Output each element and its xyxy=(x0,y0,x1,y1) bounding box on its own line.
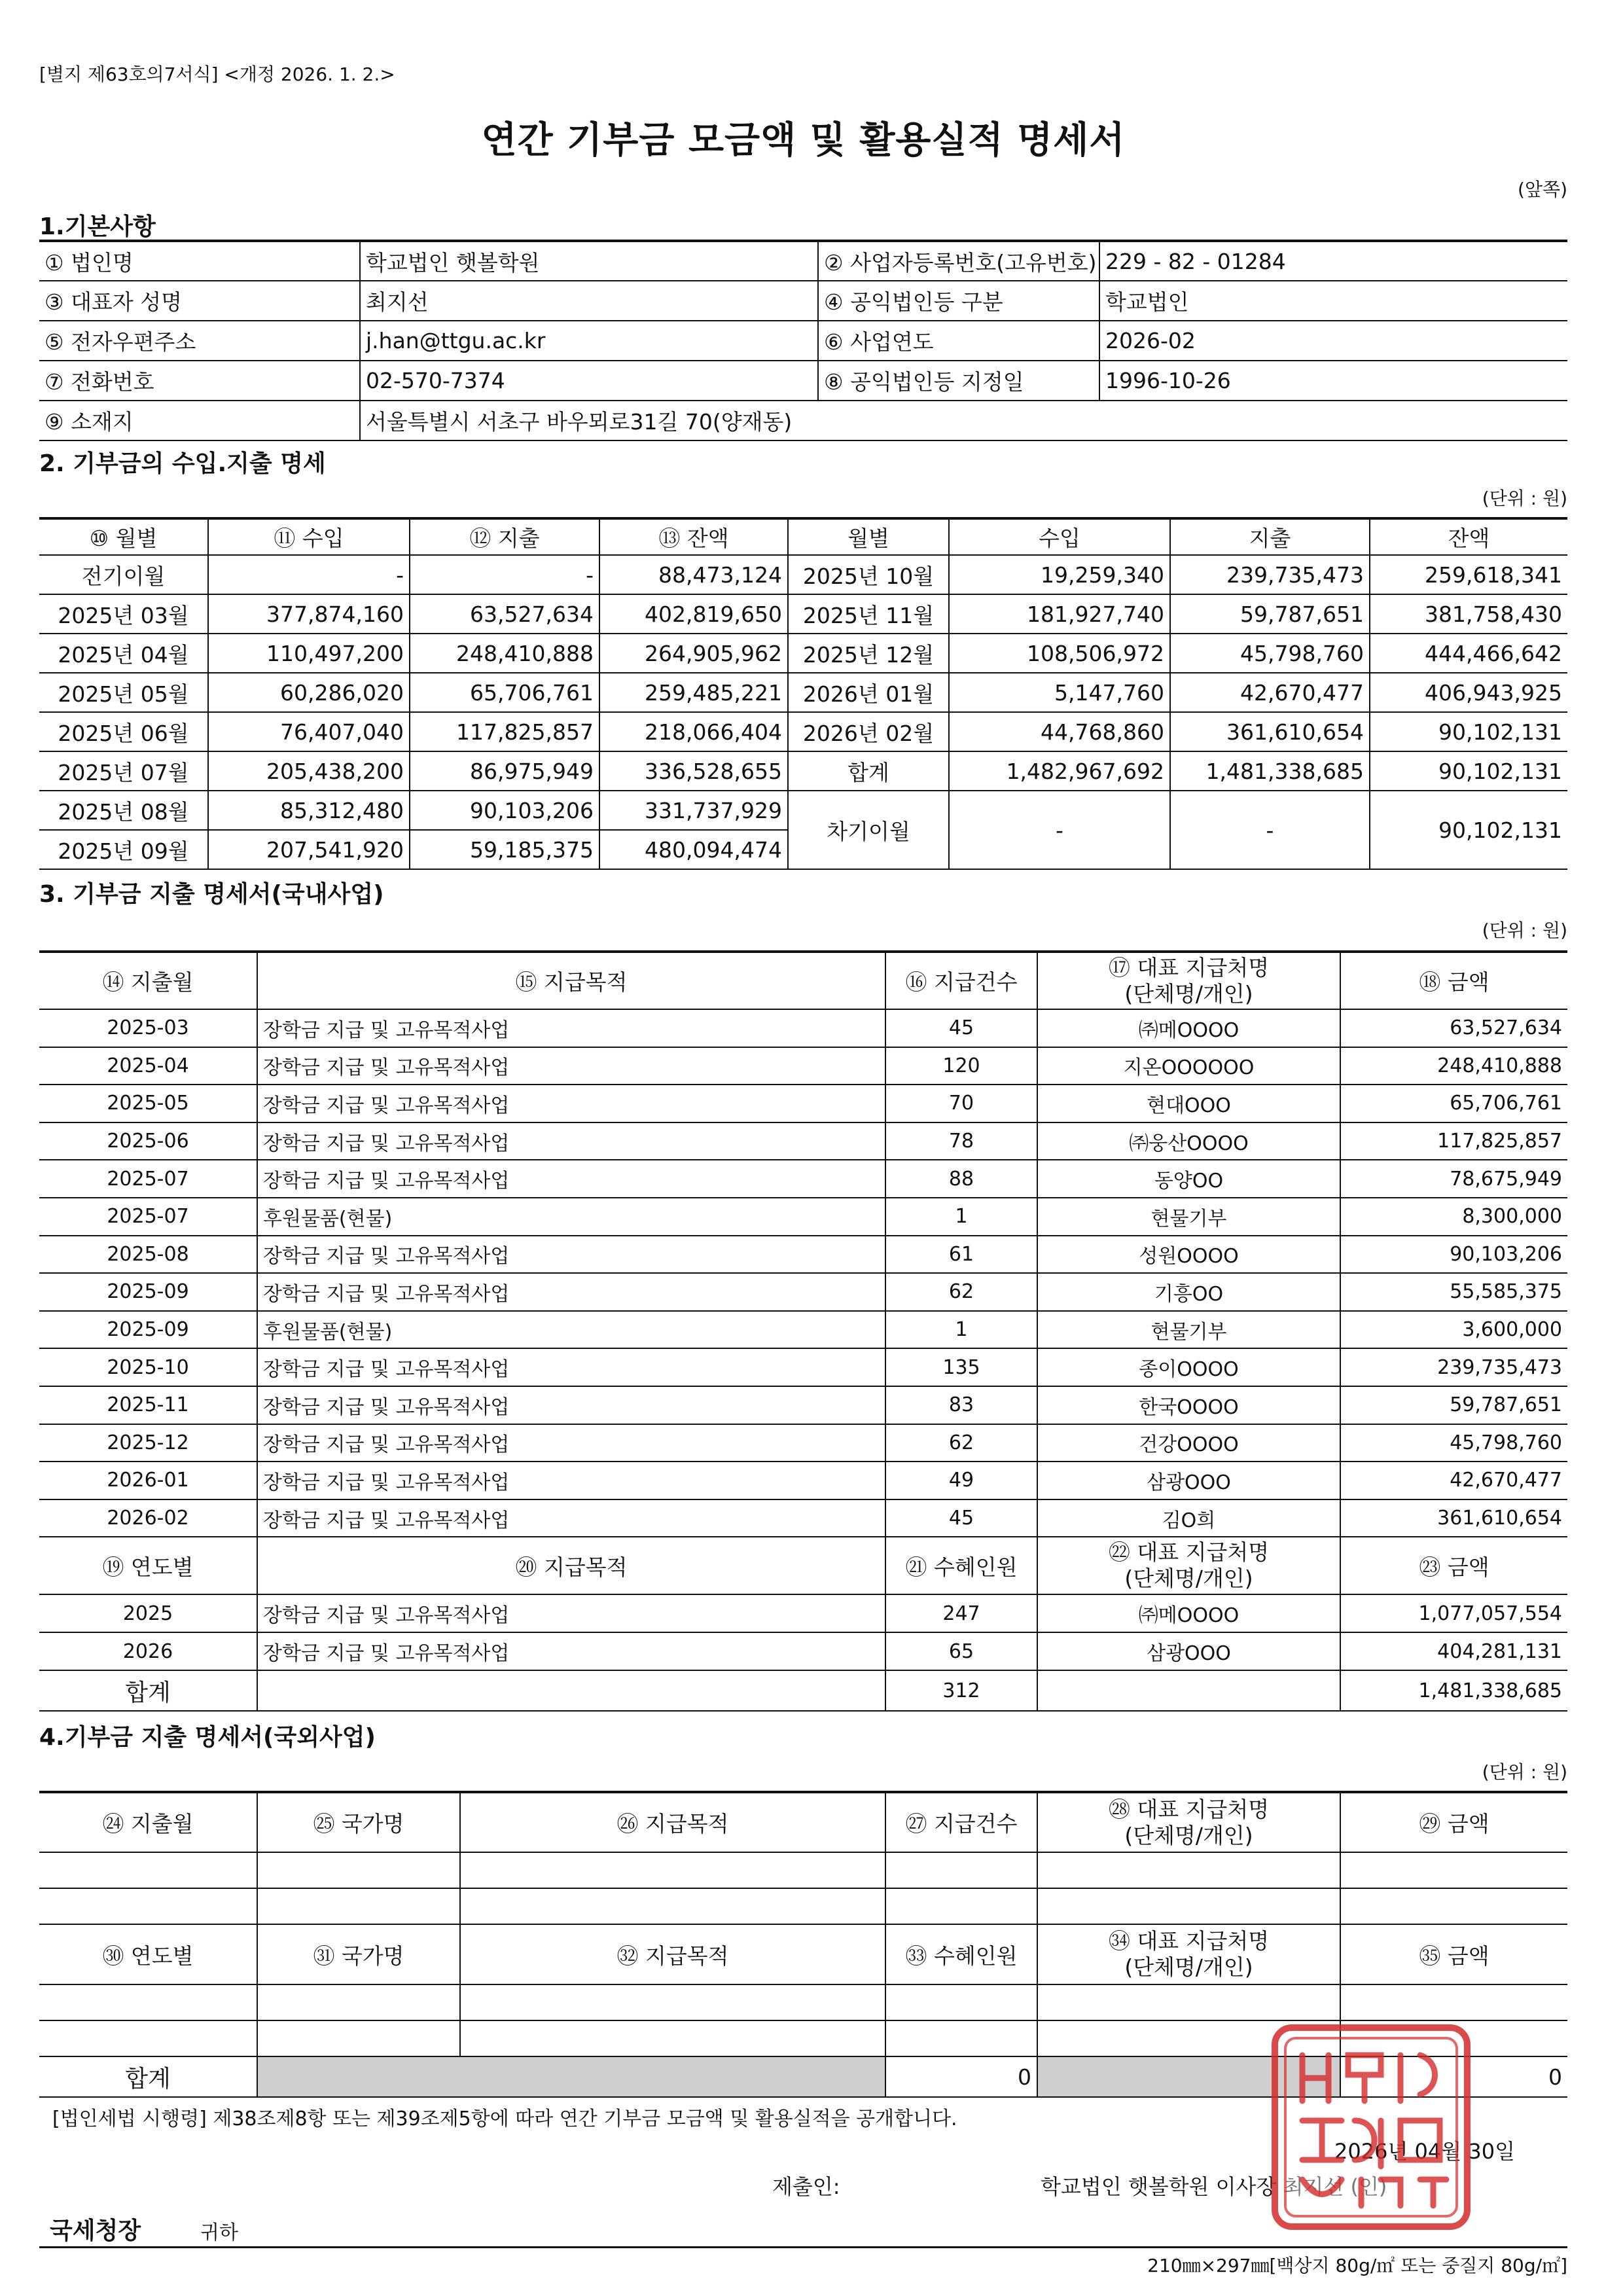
recipient-cell: ㈜웅산OOOO xyxy=(1037,1122,1340,1160)
recipient-cell: 건강OOOO xyxy=(1037,1424,1340,1462)
income-cell: 205,438,200 xyxy=(208,751,410,791)
recipient-cell: 현대OOO xyxy=(1037,1085,1340,1122)
year-row xyxy=(39,1632,1567,1670)
label-designation-date: ⑧ 공익법인등 지정일 xyxy=(818,361,1099,401)
section3-heading: 3. 기부금 지출 명세서(국내사업) xyxy=(39,881,384,908)
income-cell: 44,768,860 xyxy=(949,712,1170,751)
label-corp-name: ① 법인명 xyxy=(39,241,360,281)
month-cell: 2025년 10월 xyxy=(788,555,949,594)
header-beneficiaries: ㉑ 수혜인원 xyxy=(885,1537,1037,1594)
amount-cell: 117,825,857 xyxy=(1340,1122,1567,1160)
section2-unit: (단위 : 원) xyxy=(1482,488,1567,509)
header-expense-2: 지출 xyxy=(1170,518,1370,555)
table-row xyxy=(39,1160,1567,1198)
overseas-header xyxy=(39,1792,1567,1852)
count-cell: 45 xyxy=(885,1499,1037,1537)
month-cell: 2025-11 xyxy=(39,1386,257,1424)
header-balance-2: 잔액 xyxy=(1370,518,1567,555)
basic-info-row xyxy=(39,361,1567,401)
total-amount: 0 xyxy=(1340,2056,1567,2097)
expense-cell: 65,706,761 xyxy=(410,673,599,712)
month-cell: 2026-01 xyxy=(39,1462,257,1499)
income-cell: 5,147,760 xyxy=(949,673,1170,712)
section4-heading: 4.기부금 지출 명세서(국외사업) xyxy=(39,1724,376,1751)
basic-info-table xyxy=(39,240,1567,441)
expense-cell: 90,103,206 xyxy=(410,791,599,830)
purpose-cell: 장학금 지급 및 고유목적사업 xyxy=(257,1386,885,1424)
recipient-cell: 한국OOOO xyxy=(1037,1386,1340,1424)
recipient-cell: ㈜메OOOO xyxy=(1037,1009,1340,1047)
value-rep-name: 최지선 xyxy=(360,281,818,321)
empty-row xyxy=(39,1888,1567,1924)
amount-cell: 1,077,057,554 xyxy=(1340,1594,1567,1632)
header-balance: ⑬ 잔액 xyxy=(599,518,788,555)
count-cell: 45 xyxy=(885,1009,1037,1047)
year-cell: 2025 xyxy=(39,1594,257,1632)
submitter-label: 제출인: xyxy=(772,2174,840,2199)
header-income-2: 수입 xyxy=(949,518,1170,555)
table-row xyxy=(39,634,1567,673)
carry-forward-income: - xyxy=(949,791,1170,869)
count-cell: 70 xyxy=(885,1085,1037,1122)
balance-cell: 402,819,650 xyxy=(599,594,788,634)
value-address: 서울특별시 서초구 바우뫼로31길 70(양재동) xyxy=(360,401,1567,440)
table-row xyxy=(39,1386,1567,1424)
expense-cell: 45,798,760 xyxy=(1170,634,1370,673)
header-recipient-2-line2: (단체명/개인) xyxy=(1124,1566,1253,1592)
table-row xyxy=(39,751,1567,791)
total-beneficiaries: 312 xyxy=(885,1670,1037,1711)
count-cell: 62 xyxy=(885,1273,1037,1311)
domestic-year-header xyxy=(39,1537,1567,1594)
amount-cell: 42,670,477 xyxy=(1340,1462,1567,1499)
count-cell: 135 xyxy=(885,1348,1037,1386)
form-reference: [별지 제63호의7서식] <개정 2026. 1. 2.> xyxy=(39,63,395,85)
month-cell: 2026-02 xyxy=(39,1499,257,1537)
count-cell: 78 xyxy=(885,1122,1037,1160)
balance-cell: 88,473,124 xyxy=(599,555,788,594)
total-label: 합계 xyxy=(39,2056,257,2097)
month-cell: 2025-12 xyxy=(39,1424,257,1462)
table-row xyxy=(39,1311,1567,1349)
month-cell: 2025-10 xyxy=(39,1348,257,1386)
amount-cell: 59,787,651 xyxy=(1340,1386,1567,1424)
total-label: 합계 xyxy=(788,751,949,791)
month-cell: 2025-06 xyxy=(39,1122,257,1160)
amount-cell: 8,300,000 xyxy=(1340,1198,1567,1236)
value-email: j.han@ttgu.ac.kr xyxy=(360,321,818,361)
purpose-cell: 장학금 지급 및 고유목적사업 xyxy=(257,1424,885,1462)
count-cell: 120 xyxy=(885,1047,1037,1085)
header-expense-month: ⑭ 지출월 xyxy=(39,952,257,1009)
balance-cell: 381,758,430 xyxy=(1370,594,1567,634)
total-count: 0 xyxy=(885,2056,1037,2097)
label-corp-type: ④ 공익법인등 구분 xyxy=(818,281,1099,321)
header-purpose: ⑮ 지급목적 xyxy=(257,952,885,1009)
income-expense-table xyxy=(39,517,1567,870)
table-row xyxy=(39,1047,1567,1085)
total-expense: 1,481,338,685 xyxy=(1170,751,1370,791)
purpose-cell: 장학금 지급 및 고유목적사업 xyxy=(257,1273,885,1311)
recipient-suffix: 귀하 xyxy=(200,2221,238,2244)
table-row xyxy=(39,673,1567,712)
value-corp-name: 학교법인 햇볼학원 xyxy=(360,241,818,281)
table-row xyxy=(39,1273,1567,1311)
income-cell: 60,286,020 xyxy=(208,673,410,712)
header-recipient-line2: (단체명/개인) xyxy=(1124,980,1253,1007)
amount-cell: 45,798,760 xyxy=(1340,1424,1567,1462)
purpose-cell: 장학금 지급 및 고유목적사업 xyxy=(257,1122,885,1160)
table-row xyxy=(39,1009,1567,1047)
label-biz-no: ② 사업자등록번호(고유번호) xyxy=(818,241,1099,281)
table-row xyxy=(39,712,1567,751)
header-recipient-2 xyxy=(1037,1924,1340,1984)
recipient-cell: 성원OOOO xyxy=(1037,1236,1340,1274)
purpose-cell: 장학금 지급 및 고유목적사업 xyxy=(257,1499,885,1537)
amount-cell: 248,410,888 xyxy=(1340,1047,1567,1085)
income-cell: 76,407,040 xyxy=(208,712,410,751)
basic-info-row xyxy=(39,321,1567,361)
total-recipient xyxy=(1037,1670,1340,1711)
table-row xyxy=(39,594,1567,634)
income-cell: 108,506,972 xyxy=(949,634,1170,673)
amount-cell: 3,600,000 xyxy=(1340,1311,1567,1349)
expense-cell: 248,410,888 xyxy=(410,634,599,673)
carry-forward-expense: - xyxy=(1170,791,1370,869)
recipient-cell: ㈜메OOOO xyxy=(1037,1594,1340,1632)
total-amount: 1,481,338,685 xyxy=(1340,1670,1567,1711)
paper-spec: 210㎜×297㎜[백상지 80g/㎡ 또는 중질지 80g/㎡] xyxy=(1147,2255,1567,2276)
amount-cell: 361,610,654 xyxy=(1340,1499,1567,1537)
value-fiscal-year: 2026-02 xyxy=(1099,321,1567,361)
total-income: 1,482,967,692 xyxy=(949,751,1170,791)
recipient: 국세청장 xyxy=(50,2217,141,2244)
month-cell: 전기이월 xyxy=(39,555,208,594)
month-cell: 2025-04 xyxy=(39,1047,257,1085)
month-cell: 2026년 01월 xyxy=(788,673,949,712)
section1-heading: 1.기본사항 xyxy=(39,213,156,240)
header-purpose-2: ㉜ 지급목적 xyxy=(460,1924,885,1984)
month-cell: 2025-07 xyxy=(39,1160,257,1198)
header-year: ㉚ 연도별 xyxy=(39,1924,257,1984)
empty-row xyxy=(39,1984,1567,2020)
purpose-cell: 후원물품(현물) xyxy=(257,1198,885,1236)
month-cell: 2025년 03월 xyxy=(39,594,208,634)
beneficiaries-cell: 247 xyxy=(885,1594,1037,1632)
count-cell: 49 xyxy=(885,1462,1037,1499)
count-cell: 62 xyxy=(885,1424,1037,1462)
balance-cell: 336,528,655 xyxy=(599,751,788,791)
expense-cell: 361,610,654 xyxy=(1170,712,1370,751)
purpose-cell: 후원물품(현물) xyxy=(257,1311,885,1349)
label-phone: ⑦ 전화번호 xyxy=(39,361,360,401)
recipient-cell: 현물기부 xyxy=(1037,1311,1340,1349)
income-cell: 19,259,340 xyxy=(949,555,1170,594)
month-cell: 2025-09 xyxy=(39,1311,257,1349)
month-cell: 2025년 09월 xyxy=(39,830,208,869)
recipient-cell: 삼광OOO xyxy=(1037,1632,1340,1670)
count-cell: 1 xyxy=(885,1198,1037,1236)
header-recipient-line1: ⑰ 대표 지급처명 xyxy=(1108,954,1270,980)
label-fiscal-year: ⑥ 사업연도 xyxy=(818,321,1099,361)
month-cell: 2026년 02월 xyxy=(788,712,949,751)
month-cell: 2025년 05월 xyxy=(39,673,208,712)
count-cell: 1 xyxy=(885,1311,1037,1349)
recipient-cell: 종이OOOO xyxy=(1037,1348,1340,1386)
header-country-2: ㉛ 국가명 xyxy=(257,1924,460,1984)
header-recipient-2-line1: ㉒ 대표 지급처명 xyxy=(1108,1539,1270,1566)
label-address: ⑨ 소재지 xyxy=(39,401,360,440)
expense-cell: 117,825,857 xyxy=(410,712,599,751)
amount-cell: 239,735,473 xyxy=(1340,1348,1567,1386)
basic-info-row xyxy=(39,241,1567,281)
expense-cell: 59,185,375 xyxy=(410,830,599,869)
month-cell: 2025년 11월 xyxy=(788,594,949,634)
header-expense-month: ㉔ 지출월 xyxy=(39,1792,257,1852)
carry-forward-balance: 90,102,131 xyxy=(1370,791,1567,869)
submitter-name: 최지선 xyxy=(1283,2174,1344,2199)
table-row xyxy=(39,1462,1567,1499)
total-balance: 90,102,131 xyxy=(1370,751,1567,791)
section3-unit: (단위 : 원) xyxy=(1482,920,1567,941)
income-cell: 377,874,160 xyxy=(208,594,410,634)
table-row xyxy=(39,1424,1567,1462)
recipient-cell: 김O희 xyxy=(1037,1499,1340,1537)
basic-info-row xyxy=(39,281,1567,321)
empty-row xyxy=(39,1852,1567,1888)
basic-info-row xyxy=(39,401,1567,440)
table-row xyxy=(39,1198,1567,1236)
header-purpose-2: ⑳ 지급목적 xyxy=(257,1537,885,1594)
amount-cell: 90,103,206 xyxy=(1340,1236,1567,1274)
recipient-cell: 동양OO xyxy=(1037,1160,1340,1198)
value-corp-type: 학교법인 xyxy=(1099,281,1567,321)
purpose-cell: 장학금 지급 및 고유목적사업 xyxy=(257,1047,885,1085)
purpose-cell: 장학금 지급 및 고유목적사업 xyxy=(257,1236,885,1274)
law-note: [법인세법 시행령] 제38조제8항 또는 제39조제5항에 따라 연간 기부금 모금액 및 활용실적을 공개합니다. xyxy=(52,2108,957,2130)
header-recipient-line1: ㉘ 대표 지급처명 xyxy=(1108,1796,1270,1822)
seal-mark: (인) xyxy=(1350,2174,1387,2199)
official-seal-icon xyxy=(1270,2022,1472,2232)
header-income: ⑪ 수입 xyxy=(208,518,410,555)
table-row xyxy=(39,555,1567,594)
submitter: 학교법인 햇볼학원 이사장 xyxy=(1041,2174,1277,2199)
month-cell: 2025년 06월 xyxy=(39,712,208,751)
purpose-cell: 장학금 지급 및 고유목적사업 xyxy=(257,1632,885,1670)
header-country: ㉕ 국가명 xyxy=(257,1792,460,1852)
expense-cell: 86,975,949 xyxy=(410,751,599,791)
income-cell: 85,312,480 xyxy=(208,791,410,830)
footer-divider xyxy=(39,2246,1567,2248)
month-cell: 2025년 04월 xyxy=(39,634,208,673)
recipient-cell: 기흥OO xyxy=(1037,1273,1340,1311)
month-cell: 2025-03 xyxy=(39,1009,257,1047)
amount-cell: 55,585,375 xyxy=(1340,1273,1567,1311)
recipient-cell: 지온OOOOOO xyxy=(1037,1047,1340,1085)
overseas-year-header xyxy=(39,1924,1567,1984)
expense-cell: - xyxy=(410,555,599,594)
value-designation-date: 1996-10-26 xyxy=(1099,361,1567,401)
header-count: ⑯ 지급건수 xyxy=(885,952,1037,1009)
section4-unit: (단위 : 원) xyxy=(1482,1761,1567,1783)
section2-heading: 2. 기부금의 수입.지출 명세 xyxy=(39,450,326,477)
header-recipient-2 xyxy=(1037,1537,1340,1594)
value-biz-no: 229 - 82 - 01284 xyxy=(1099,241,1567,281)
purpose-cell: 장학금 지급 및 고유목적사업 xyxy=(257,1160,885,1198)
count-cell: 88 xyxy=(885,1160,1037,1198)
header-year: ⑲ 연도별 xyxy=(39,1537,257,1594)
table-row xyxy=(39,791,1567,830)
expense-cell: 59,787,651 xyxy=(1170,594,1370,634)
header-recipient xyxy=(1037,1792,1340,1852)
header-recipient xyxy=(1037,952,1340,1009)
count-cell: 61 xyxy=(885,1236,1037,1274)
label-rep-name: ③ 대표자 성명 xyxy=(39,281,360,321)
balance-cell: 259,485,221 xyxy=(599,673,788,712)
count-cell: 83 xyxy=(885,1386,1037,1424)
month-cell: 2025년 08월 xyxy=(39,791,208,830)
table-row xyxy=(39,1348,1567,1386)
month-cell: 2025-09 xyxy=(39,1273,257,1311)
header-month-2: 월별 xyxy=(788,518,949,555)
domestic-header xyxy=(39,952,1567,1009)
label-email: ⑤ 전자우편주소 xyxy=(39,321,360,361)
balance-cell: 90,102,131 xyxy=(1370,712,1567,751)
header-recipient-2-line1: ㉞ 대표 지급처명 xyxy=(1108,1928,1270,1954)
expense-cell: 63,527,634 xyxy=(410,594,599,634)
table-row xyxy=(39,1085,1567,1122)
balance-cell: 406,943,925 xyxy=(1370,673,1567,712)
value-phone: 02-570-7374 xyxy=(360,361,818,401)
recipient-cell: 현물기부 xyxy=(1037,1198,1340,1236)
year-row xyxy=(39,1594,1567,1632)
header-amount: ㉙ 금액 xyxy=(1340,1792,1567,1852)
month-cell: 2025-05 xyxy=(39,1085,257,1122)
purpose-cell: 장학금 지급 및 고유목적사업 xyxy=(257,1348,885,1386)
total-purpose xyxy=(257,1670,885,1711)
domestic-total-row xyxy=(39,1670,1567,1711)
total-label: 합계 xyxy=(39,1670,257,1711)
table-row xyxy=(39,1122,1567,1160)
purpose-cell: 장학금 지급 및 고유목적사업 xyxy=(257,1085,885,1122)
domestic-rows xyxy=(39,1009,1567,1537)
submit-date: 2026년 04월 30일 xyxy=(1334,2139,1515,2164)
table-row xyxy=(39,1236,1567,1274)
income-cell: 110,497,200 xyxy=(208,634,410,673)
header-recipient-line2: (단체명/개인) xyxy=(1124,1822,1253,1848)
month-cell: 2025년 07월 xyxy=(39,751,208,791)
expense-cell: 42,670,477 xyxy=(1170,673,1370,712)
header-purpose: ㉖ 지급목적 xyxy=(460,1792,885,1852)
document-title: 연간 기부금 모금액 및 활용실적 명세서 xyxy=(481,119,1126,162)
income-cell: 181,927,740 xyxy=(949,594,1170,634)
header-beneficiaries: ㉝ 수혜인원 xyxy=(885,1924,1037,1984)
header-amount-2: ㉓ 금액 xyxy=(1340,1537,1567,1594)
expense-cell: 239,735,473 xyxy=(1170,555,1370,594)
month-cell: 2025-07 xyxy=(39,1198,257,1236)
domestic-expense-table xyxy=(39,950,1567,1712)
header-expense: ⑫ 지출 xyxy=(410,518,599,555)
balance-cell: 480,094,474 xyxy=(599,830,788,869)
beneficiaries-cell: 65 xyxy=(885,1632,1037,1670)
income-cell: - xyxy=(208,555,410,594)
header-amount: ⑱ 금액 xyxy=(1340,952,1567,1009)
side-note: (앞쪽) xyxy=(1518,179,1567,200)
purpose-cell: 장학금 지급 및 고유목적사업 xyxy=(257,1594,885,1632)
amount-cell: 65,706,761 xyxy=(1340,1085,1567,1122)
purpose-cell: 장학금 지급 및 고유목적사업 xyxy=(257,1462,885,1499)
header-month: ⑩ 월별 xyxy=(39,518,208,555)
amount-cell: 78,675,949 xyxy=(1340,1160,1567,1198)
balance-cell: 264,905,962 xyxy=(599,634,788,673)
income-cell: 207,541,920 xyxy=(208,830,410,869)
balance-cell: 218,066,404 xyxy=(599,712,788,751)
total-gray-cell xyxy=(257,2056,885,2097)
table-row xyxy=(39,1499,1567,1537)
amount-cell: 63,527,634 xyxy=(1340,1009,1567,1047)
balance-cell: 331,737,929 xyxy=(599,791,788,830)
header-count: ㉗ 지급건수 xyxy=(885,1792,1037,1852)
carry-forward-label: 차기이월 xyxy=(788,791,949,869)
month-cell: 2025년 12월 xyxy=(788,634,949,673)
balance-cell: 259,618,341 xyxy=(1370,555,1567,594)
year-cell: 2026 xyxy=(39,1632,257,1670)
header-amount-2: ㉟ 금액 xyxy=(1340,1924,1567,1984)
income-expense-header xyxy=(39,518,1567,555)
header-recipient-2-line2: (단체명/개인) xyxy=(1124,1954,1253,1980)
recipient-cell: 삼광OOO xyxy=(1037,1462,1340,1499)
purpose-cell: 장학금 지급 및 고유목적사업 xyxy=(257,1009,885,1047)
month-cell: 2025-08 xyxy=(39,1236,257,1274)
amount-cell: 404,281,131 xyxy=(1340,1632,1567,1670)
balance-cell: 444,466,642 xyxy=(1370,634,1567,673)
